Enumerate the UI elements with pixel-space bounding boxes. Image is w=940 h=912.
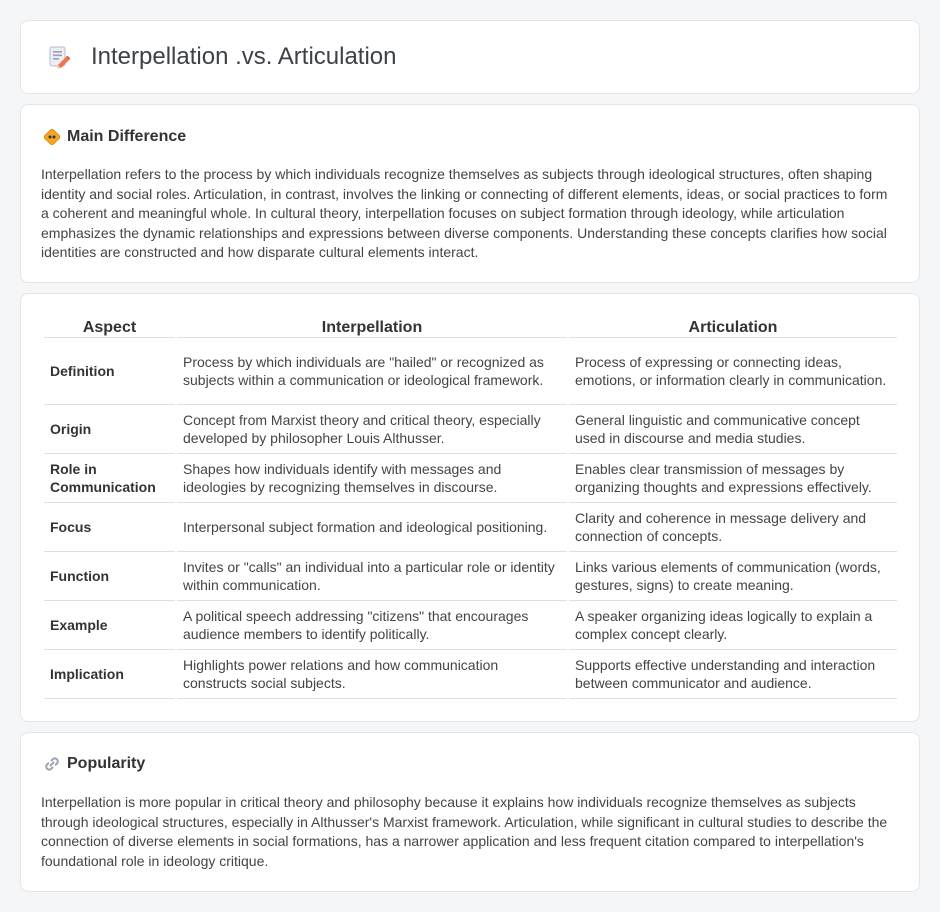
row-articulation: General linguistic and communicative concept used in discourse and media studies.: [569, 405, 897, 454]
table-row: [44, 601, 897, 650]
column-header-articulation: Articulation: [569, 314, 897, 338]
row-articulation: Process of expressing or connecting ideas, emotions, or information clearly in communication.: [569, 338, 897, 405]
row-aspect: Example: [44, 601, 175, 650]
document-edit-icon: [45, 43, 73, 71]
row-articulation: Supports effective understanding and interaction between communicator and audience.: [569, 650, 897, 699]
row-interpellation: Concept from Marxist theory and critical theory, especially developed by philosopher Louis Althusser.: [177, 405, 567, 454]
table-row: [44, 650, 897, 699]
row-aspect: Origin: [44, 405, 175, 454]
table-row: [44, 503, 897, 552]
table-row: [44, 405, 897, 454]
row-aspect: Role in Communication: [44, 454, 175, 503]
row-aspect: Focus: [44, 503, 175, 552]
row-aspect: Implication: [44, 650, 175, 699]
row-aspect: Function: [44, 552, 175, 601]
row-interpellation: Interpersonal subject formation and ideological positioning.: [177, 503, 567, 552]
table-row: [44, 454, 897, 503]
row-articulation: Enables clear transmission of messages by organizing thoughts and expressions effectively.: [569, 454, 897, 503]
page-title: Interpellation .vs. Articulation: [91, 43, 397, 70]
row-interpellation: Invites or "calls" an individual into a particular role or identity within communication.: [177, 552, 567, 601]
popularity-header: [43, 755, 145, 773]
row-aspect: Definition: [44, 338, 175, 405]
diamond-sign-icon: [43, 128, 61, 146]
main-difference-header: [43, 128, 186, 146]
row-articulation: A speaker organizing ideas logically to explain a complex concept clearly.: [569, 601, 897, 650]
row-interpellation: Shapes how individuals identify with messages and ideologies by recognizing themselves in discourse.: [177, 454, 567, 503]
table-header-row: [44, 314, 897, 338]
row-articulation: Links various elements of communication (words, gestures, signs) to create meaning.: [569, 552, 897, 601]
table-row: [44, 338, 897, 405]
popularity-text: Interpellation is more popular in critical theory and philosophy because it explains how individuals recognize themselves as subjects through ideological structures, especially in Althusser's Marxist framework. Articulation, while significant in cultural studies to describe the connection of diverse elements in social formations, has a narrower application and less frequent citation compared to interpellation's foundational role in ideology critique.: [41, 794, 888, 869]
table-row: [44, 552, 897, 601]
comparison-table-card: [20, 293, 920, 722]
row-interpellation: Process by which individuals are "hailed" or recognized as subjects within a communication or ideological framework.: [177, 338, 567, 405]
column-header-interpellation: Interpellation: [177, 314, 567, 338]
column-header-aspect: Aspect: [44, 314, 175, 338]
link-icon: [43, 755, 61, 773]
main-difference-title: Main Difference: [67, 128, 187, 145]
header-card: [20, 20, 920, 94]
row-interpellation: A political speech addressing "citizens" that encourages audience members to identify politically.: [177, 601, 567, 650]
row-interpellation: Highlights power relations and how communication constructs social subjects.: [177, 650, 567, 699]
main-difference-card: [20, 104, 920, 283]
row-articulation: Clarity and coherence in message delivery and connection of concepts.: [569, 503, 897, 552]
comparison-table: [42, 314, 899, 699]
popularity-title: Popularity: [67, 755, 146, 772]
main-difference-text: Interpellation refers to the process by which individuals recognize themselves as subjects through ideological structures, often shaping identity and social roles. Articulation, in contrast, involves the linking or connecting of different elements, ideas, or social practices to form a coherent and meaningful whole. In cultural theory, interpellation focuses on subject formation through ideology, while articulation emphasizes the dynamic relationships and expressions between diverse components. Understanding these concepts clarifies how social identities are constructed and how disparate cultural elements interact.: [41, 166, 888, 261]
popularity-card: [20, 732, 920, 892]
